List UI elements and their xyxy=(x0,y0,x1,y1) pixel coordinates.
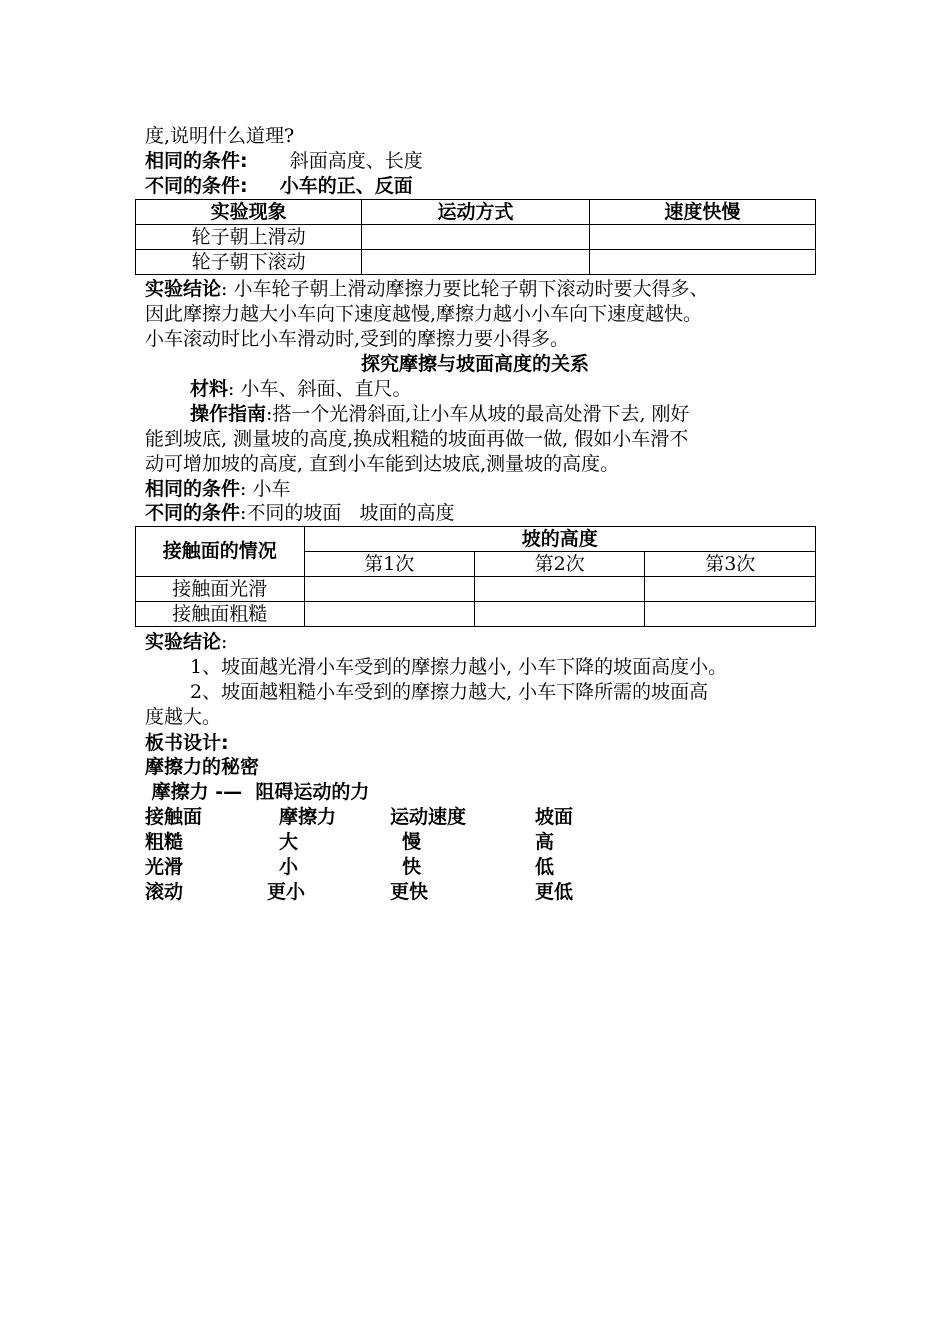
diff-conditions-value: :不同的坡面 坡面的高度 xyxy=(240,502,455,524)
diff-conditions-label: 不同的条件 xyxy=(145,502,241,524)
materials-value: : 小车、斜面、直尺。 xyxy=(228,378,412,400)
conclusion-1-line xyxy=(145,277,708,301)
board-cell: 快 xyxy=(402,856,422,878)
conclusion-item: 2、坡面越粗糙小车受到的摩擦力越大, 小车下降所需的坡面高 xyxy=(190,681,709,703)
conclusion-label: 实验结论 xyxy=(145,278,222,300)
board-cell: 接触面 xyxy=(145,806,203,828)
table-header-row xyxy=(136,200,816,225)
conclusion-label: 实验结论 xyxy=(145,631,222,653)
materials-label: 材料 xyxy=(190,378,229,400)
board-cell: 更快 xyxy=(390,881,429,903)
intro-line: 度,说明什么道理? xyxy=(145,125,295,147)
table-cell xyxy=(362,225,589,250)
same-conditions-value: : 小车 xyxy=(240,478,291,500)
table-header-row xyxy=(136,527,816,552)
table-header-cell: 速度快慢 xyxy=(589,200,815,225)
same-conditions-label: 相同的条件: xyxy=(145,150,248,172)
table-header-cell: 实验现象 xyxy=(136,200,362,225)
table-cell xyxy=(589,250,815,275)
same-conditions-label: 相同的条件 xyxy=(145,478,241,500)
board-cell: 运动速度 xyxy=(390,806,467,828)
table-cell xyxy=(474,577,644,602)
board-cell: 光滑 xyxy=(145,856,184,878)
table-cell: 接触面粗糙 xyxy=(136,602,305,627)
guide-line: 能到坡底, 测量坡的高度,换成粗糙的坡面再做一做, 假如小车滑不 xyxy=(145,428,689,450)
board-cell: 摩擦力 xyxy=(279,806,337,828)
guide-line xyxy=(190,402,690,426)
board-cell: 大 xyxy=(279,831,299,853)
board-label: 板书设计: xyxy=(145,732,229,754)
same-conditions-value: 斜面高度、长度 xyxy=(289,150,423,172)
conclusion-1-line: 因此摩擦力越大小车向下速度越慢,摩擦力越小小车向下速度越快。 xyxy=(145,303,703,325)
table-cell xyxy=(645,577,816,602)
guide-line: 动可增加坡的高度, 直到小车能到达坡底,测量坡的高度。 xyxy=(145,453,620,475)
same-conditions-line xyxy=(145,477,290,501)
board-cell: 更小 xyxy=(267,881,306,903)
board-cell: 低 xyxy=(535,856,555,878)
table-row xyxy=(136,577,816,602)
board-cell: 滚动 xyxy=(145,881,184,903)
conclusion-colon: : xyxy=(221,631,228,653)
conclusion-2-line xyxy=(145,630,227,654)
board-cell: 高 xyxy=(535,831,555,853)
diff-conditions-value: 小车的正、反面 xyxy=(279,175,413,197)
board-title: 摩擦力的秘密 xyxy=(145,756,260,778)
board-subtitle: 摩擦力 -— 阻碍运动的力 xyxy=(145,781,370,803)
table-cell xyxy=(304,602,474,627)
board-cell: 慢 xyxy=(402,831,422,853)
experiment-table-1 xyxy=(135,199,816,275)
table-cell: 轮子朝下滚动 xyxy=(136,250,362,275)
conclusion-text: : 小车轮子朝上滑动摩擦力要比轮子朝下滚动时要大得多、 xyxy=(221,278,709,300)
table-row xyxy=(136,250,816,275)
table-cell: 轮子朝上滑动 xyxy=(136,225,362,250)
board-cell: 小 xyxy=(279,856,299,878)
guide-text: :搭一个光滑斜面,让小车从坡的最高处滑下去, 刚好 xyxy=(266,403,690,425)
board-cell: 坡面 xyxy=(535,806,574,828)
table-cell xyxy=(362,250,589,275)
table-row xyxy=(136,225,816,250)
table-header-cell: 运动方式 xyxy=(362,200,589,225)
guide-label: 操作指南 xyxy=(190,403,267,425)
table-header-cell: 坡的高度 xyxy=(304,527,816,552)
section-title: 探究摩擦与坡面高度的关系 xyxy=(360,353,589,375)
experiment-table-2 xyxy=(135,526,816,627)
table-cell xyxy=(474,602,644,627)
table-subheader-cell: 第2次 xyxy=(474,552,644,577)
diff-conditions-label: 不同的条件: xyxy=(145,175,248,197)
table-cell: 接触面光滑 xyxy=(136,577,305,602)
same-conditions-line xyxy=(145,149,423,173)
materials-line xyxy=(190,377,411,401)
conclusion-1-line: 小车滚动时比小车滑动时,受到的摩擦力要小得多。 xyxy=(145,328,570,350)
table-header-cell: 接触面的情况 xyxy=(136,527,305,577)
diff-conditions-line xyxy=(145,174,413,198)
table-cell xyxy=(304,577,474,602)
conclusion-item: 1、坡面越光滑小车受到的摩擦力越小, 小车下降的坡面高度小。 xyxy=(190,656,728,678)
board-cell: 更低 xyxy=(535,881,574,903)
conclusion-item: 度越大。 xyxy=(145,706,222,728)
board-cell: 粗糙 xyxy=(145,831,184,853)
table-row xyxy=(136,602,816,627)
diff-conditions-line xyxy=(145,501,455,525)
table-cell xyxy=(589,225,815,250)
table-cell xyxy=(645,602,816,627)
table-subheader-cell: 第3次 xyxy=(645,552,816,577)
table-subheader-cell: 第1次 xyxy=(304,552,474,577)
